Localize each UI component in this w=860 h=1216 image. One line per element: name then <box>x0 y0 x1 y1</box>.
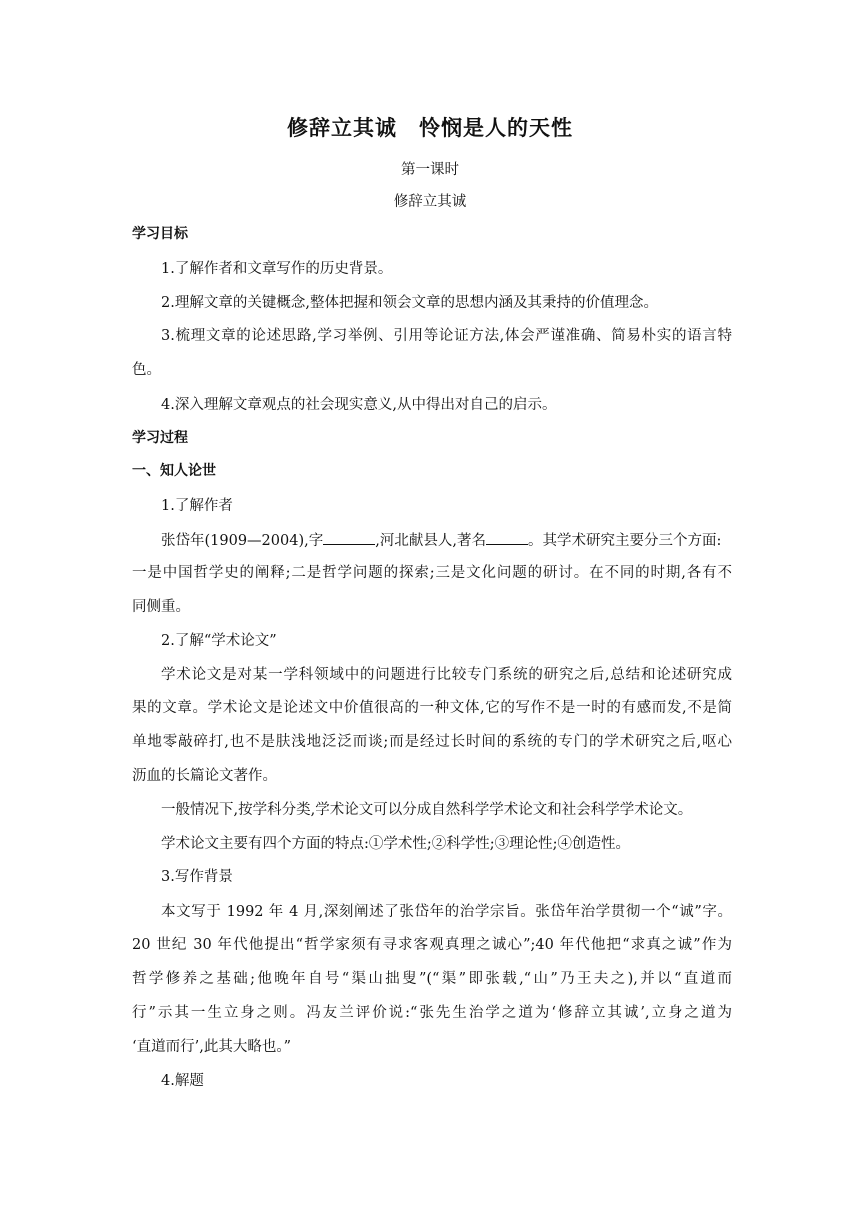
subsection-title: 2.了解“学术论文” <box>161 633 277 649</box>
lesson-period: 第一课时 <box>401 162 459 178</box>
subsection-title: 4.解题 <box>161 1073 204 1089</box>
background-paragraph-line: 本文写于 1992 年 4 月,深刻阐述了张岱年的治学宗旨。张岱年治学贯彻一个“诚”字。 <box>161 904 732 920</box>
subsection-title: 1.了解作者 <box>161 498 233 514</box>
paper-paragraph-line: 学术论文是对某一学科领域中的问题进行比较专门系统的研究之后,总结和论述研究成 <box>161 667 732 683</box>
author-paragraph-line: 一是中国哲学史的阐释;二是哲学问题的探索;三是文化问题的研讨。在不同的时期,各有不 <box>132 565 732 581</box>
author-paragraph-line: 张岱年(1909—2004),字 ,河北献县人,著名 。其学术研究主要分三个方面: <box>161 530 732 551</box>
objective-item: 2.理解文章的关键概念,整体把握和领会文章的思想内涵及其秉持的价值理念。 <box>161 295 658 311</box>
process-heading: 学习过程 <box>132 430 188 446</box>
objective-item: 1.了解作者和文章写作的历史背景。 <box>161 261 393 277</box>
objective-item: 3.梳理文章的论述思路,学习举例、引用等论证方法,体会严谨准确、简易朴实的语言特 <box>161 328 732 344</box>
document-title: 修辞立其诚 怜悯是人的天性 <box>287 116 573 140</box>
background-paragraph-line: ‘直道而行’,此其大略也。” <box>132 1039 291 1055</box>
background-paragraph-line: 哲学修养之基础;他晚年自号“渠山拙叟”(“渠”即张载,“山”乃王夫之),并以“直道而 <box>132 971 732 987</box>
background-paragraph-line: 行”示其一生立身之则。冯友兰评价说:“张先生治学之道为‘修辞立其诚’,立身之道为 <box>132 1005 732 1021</box>
fill-blank-profession[interactable] <box>486 530 528 545</box>
author-paragraph-line: 同侧重。 <box>132 599 190 615</box>
paper-paragraph-line: 沥血的长篇论文著作。 <box>132 768 277 784</box>
objectives-heading: 学习目标 <box>132 226 188 242</box>
background-paragraph-line: 20 世纪 30 年代他提出“哲学家须有寻求客观真理之诚心”;40 年代他把“求真之诚”作为 <box>132 937 732 953</box>
paper-classification: 一般情况下,按学科分类,学术论文可以分成自然科学学术论文和社会科学学术论文。 <box>161 802 693 818</box>
section-heading: 一、知人论世 <box>132 463 216 479</box>
objective-item: 4.深入理解文章观点的社会现实意义,从中得出对自己的启示。 <box>161 397 557 413</box>
lesson-title: 修辞立其诚 <box>393 194 467 210</box>
subsection-title: 3.写作背景 <box>161 869 233 885</box>
objective-item-continued: 色。 <box>132 362 161 378</box>
paper-paragraph-line: 单地零敲碎打,也不是肤浅地泛泛而谈;而是经过长时间的系统的专门的学术研究之后,呕心 <box>132 734 732 750</box>
fill-blank-courtesy-name[interactable] <box>323 530 375 545</box>
paper-paragraph-line: 果的文章。学术论文是论述文中价值很高的一种文体,它的写作不是一时的有感而发,不是简 <box>132 700 732 716</box>
paper-features: 学术论文主要有四个方面的特点:①学术性;②科学性;③理论性;④创造性。 <box>161 836 631 852</box>
